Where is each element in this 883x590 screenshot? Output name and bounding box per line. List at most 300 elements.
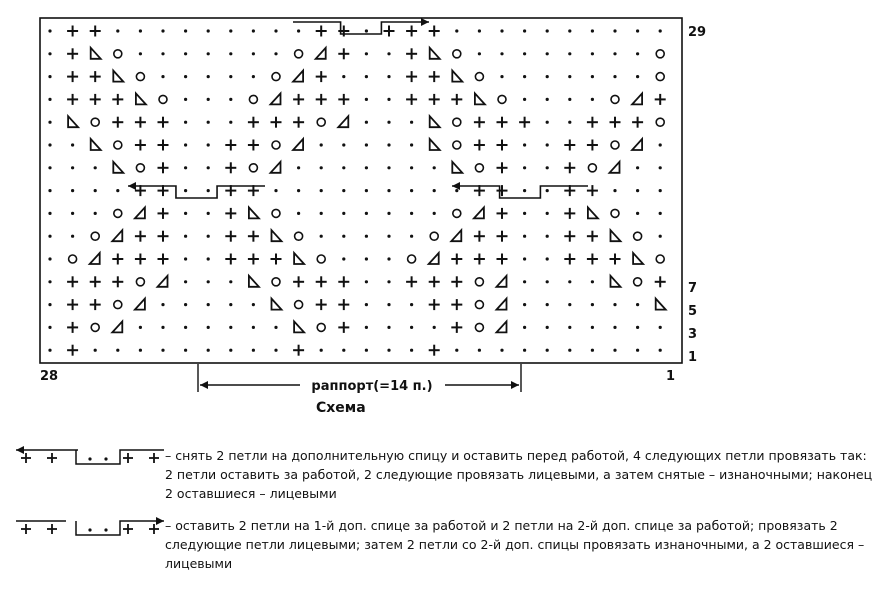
stitch-cell-purl-dot bbox=[207, 212, 210, 215]
stitch-cell-knit-plus bbox=[587, 117, 598, 128]
stitch-cell-purl-dot bbox=[410, 212, 413, 215]
stitch-cell-purl-dot bbox=[568, 52, 571, 55]
stitch-cell-yarn-over-circle bbox=[317, 118, 325, 126]
stitch-cell-purl-dot bbox=[320, 189, 323, 192]
stitch-cell-purl-dot bbox=[659, 189, 662, 192]
stitch-cell-yarn-over-circle bbox=[475, 278, 483, 286]
stitch-cell-purl-dot bbox=[659, 29, 662, 32]
stitch-cell-purl-dot bbox=[365, 235, 368, 238]
stitch-cell-purl-dot bbox=[365, 303, 368, 306]
stitch-cell-purl-dot bbox=[636, 189, 639, 192]
stitch-cell-purl-dot bbox=[48, 189, 51, 192]
stitch-cell-purl-dot bbox=[523, 189, 526, 192]
stitch-cell-yarn-over-circle bbox=[634, 232, 642, 240]
stitch-cell-knit-plus bbox=[497, 162, 508, 173]
stitch-cell-knit-plus bbox=[248, 231, 259, 242]
stitch-cell-purl-dot bbox=[207, 235, 210, 238]
stitch-cell-decrease-left-triangle bbox=[588, 207, 598, 218]
stitch-cell-purl-dot bbox=[568, 29, 571, 32]
stitch-cell-purl-dot bbox=[71, 166, 74, 169]
stitch-cell-purl-dot bbox=[523, 98, 526, 101]
stitch-cell-knit-plus bbox=[429, 276, 440, 287]
stitch-cell-yarn-over-circle bbox=[656, 50, 664, 58]
stitch-cell-knit-plus bbox=[474, 140, 485, 151]
stitch-cell-knit-plus bbox=[67, 276, 78, 287]
stitch-cell-purl-dot bbox=[613, 75, 616, 78]
stitch-cell-purl-dot bbox=[184, 235, 187, 238]
stitch-cell-yarn-over-circle bbox=[249, 164, 257, 172]
stitch-cell-decrease-left-triangle bbox=[136, 93, 146, 104]
stitch-cell-decrease-left-triangle bbox=[430, 48, 440, 59]
stitch-cell-purl-dot bbox=[500, 52, 503, 55]
stitch-cell-decrease-left-triangle bbox=[249, 207, 259, 218]
stitch-cell-purl-dot bbox=[48, 349, 51, 352]
stitch-cell-purl-dot bbox=[252, 303, 255, 306]
stitch-cell-purl-dot bbox=[207, 349, 210, 352]
stitch-cell-purl-dot bbox=[478, 29, 481, 32]
stitch-cell-knit-plus bbox=[225, 140, 236, 151]
stitch-cell-purl-dot bbox=[342, 189, 345, 192]
stitch-cell-purl-dot bbox=[387, 326, 390, 329]
stitch-cell-purl-dot bbox=[523, 280, 526, 283]
stitch-cell-decrease-left-triangle bbox=[430, 116, 440, 127]
stitch-cell-decrease-right-triangle bbox=[271, 162, 281, 173]
stitch-cell-yarn-over-circle bbox=[249, 95, 257, 103]
stitch-cell-yarn-over-circle bbox=[475, 301, 483, 309]
stitch-cell-knit-plus bbox=[451, 276, 462, 287]
stitch-cell-knit-plus bbox=[316, 94, 327, 105]
stitch-cell-knit-plus bbox=[67, 299, 78, 310]
stitch-cell-purl-dot bbox=[410, 235, 413, 238]
stitch-cell-purl-dot bbox=[523, 166, 526, 169]
stitch-cell-knit-plus bbox=[112, 276, 123, 287]
stitch-cell-yarn-over-circle bbox=[317, 323, 325, 331]
stitch-cell-purl-dot bbox=[636, 166, 639, 169]
stitch-cell-decrease-right-triangle bbox=[474, 207, 484, 218]
stitch-cell-purl-dot bbox=[161, 75, 164, 78]
legend-dot bbox=[88, 528, 91, 531]
stitch-cell-purl-dot bbox=[433, 189, 436, 192]
stitch-cell-purl-dot bbox=[410, 121, 413, 124]
stitch-cell-purl-dot bbox=[387, 52, 390, 55]
stitch-cell-purl-dot bbox=[591, 98, 594, 101]
stitch-cell-yarn-over-circle bbox=[453, 209, 461, 217]
stitch-cell-purl-dot bbox=[342, 257, 345, 260]
stitch-cell-purl-dot bbox=[546, 303, 549, 306]
stitch-cell-purl-dot bbox=[568, 303, 571, 306]
stitch-cell-knit-plus bbox=[338, 322, 349, 333]
stitch-cell-yarn-over-circle bbox=[475, 323, 483, 331]
stitch-cell-purl-dot bbox=[568, 98, 571, 101]
stitch-cell-purl-dot bbox=[184, 280, 187, 283]
stitch-cell-purl-dot bbox=[48, 280, 51, 283]
stitch-cell-purl-dot bbox=[161, 326, 164, 329]
stitch-cell-purl-dot bbox=[546, 29, 549, 32]
stitch-cell-purl-dot bbox=[365, 212, 368, 215]
stitch-cell-purl-dot bbox=[568, 326, 571, 329]
stitch-cell-purl-dot bbox=[546, 98, 549, 101]
stitch-cell-purl-dot bbox=[523, 349, 526, 352]
stitch-cell-purl-dot bbox=[229, 303, 232, 306]
stitch-cell-purl-dot bbox=[546, 75, 549, 78]
stitch-cell-knit-plus bbox=[406, 94, 417, 105]
stitch-cell-purl-dot bbox=[591, 29, 594, 32]
stitch-cell-knit-plus bbox=[474, 254, 485, 265]
stitch-cell-purl-dot bbox=[365, 29, 368, 32]
stitch-cell-knit-plus bbox=[564, 140, 575, 151]
stitch-cell-purl-dot bbox=[297, 212, 300, 215]
stitch-cell-purl-dot bbox=[48, 98, 51, 101]
stitch-cell-yarn-over-circle bbox=[114, 141, 122, 149]
stitch-cell-yarn-over-circle bbox=[272, 141, 280, 149]
stitch-cell-purl-dot bbox=[274, 349, 277, 352]
stitch-cell-purl-dot bbox=[387, 189, 390, 192]
stitch-cell-purl-dot bbox=[207, 98, 210, 101]
stitch-cell-purl-dot bbox=[591, 280, 594, 283]
stitch-cell-yarn-over-circle bbox=[453, 141, 461, 149]
stitch-cell-purl-dot bbox=[274, 29, 277, 32]
stitch-cell-purl-dot bbox=[636, 303, 639, 306]
stitch-cell-yarn-over-circle bbox=[272, 278, 280, 286]
stitch-cell-purl-dot bbox=[48, 166, 51, 169]
stitch-cell-yarn-over-circle bbox=[656, 73, 664, 81]
stitch-cell-knit-plus bbox=[497, 140, 508, 151]
stitch-cell-knit-plus bbox=[587, 231, 598, 242]
stitch-cell-knit-plus bbox=[293, 94, 304, 105]
stitch-cell-decrease-right-triangle bbox=[316, 48, 326, 59]
stitch-cell-purl-dot bbox=[207, 280, 210, 283]
stitch-cell-purl-dot bbox=[568, 349, 571, 352]
stitch-cell-knit-plus bbox=[338, 48, 349, 59]
stitch-cell-purl-dot bbox=[184, 29, 187, 32]
row-label: 3 bbox=[688, 327, 698, 342]
stitch-cell-purl-dot bbox=[613, 349, 616, 352]
stitch-cell-purl-dot bbox=[229, 98, 232, 101]
row-label: 29 bbox=[688, 25, 707, 40]
stitch-cell-purl-dot bbox=[184, 303, 187, 306]
stitch-cell-knit-plus bbox=[338, 276, 349, 287]
stitch-cell-purl-dot bbox=[455, 189, 458, 192]
stitch-cell-purl-dot bbox=[207, 257, 210, 260]
stitch-cell-decrease-right-triangle bbox=[112, 230, 122, 241]
stitch-cell-decrease-left-triangle bbox=[430, 139, 440, 150]
stitch-cell-knit-plus bbox=[225, 162, 236, 173]
stitch-cell-purl-dot bbox=[500, 29, 503, 32]
stitch-cell-knit-plus bbox=[474, 117, 485, 128]
stitch-cell-purl-dot bbox=[636, 349, 639, 352]
legend-dot bbox=[104, 528, 107, 531]
repeat-label: раппорт(=14 п.) bbox=[311, 379, 433, 394]
stitch-cell-decrease-right-triangle bbox=[451, 230, 461, 241]
stitch-cell-decrease-left-triangle bbox=[113, 162, 123, 173]
stitch-cell-yarn-over-circle bbox=[69, 255, 77, 263]
stitch-cell-purl-dot bbox=[546, 52, 549, 55]
stitch-cell-knit-plus bbox=[293, 117, 304, 128]
stitch-cell-knit-plus bbox=[158, 208, 169, 219]
stitch-cell-yarn-over-circle bbox=[317, 255, 325, 263]
stitch-cell-knit-plus bbox=[587, 185, 598, 196]
stitch-cell-purl-dot bbox=[252, 75, 255, 78]
stitch-cell-knit-plus bbox=[158, 254, 169, 265]
stitch-cell-purl-dot bbox=[320, 235, 323, 238]
stitch-cell-purl-dot bbox=[229, 52, 232, 55]
stitch-cell-knit-plus bbox=[564, 254, 575, 265]
stitch-cell-purl-dot bbox=[523, 257, 526, 260]
stitch-cell-purl-dot bbox=[184, 143, 187, 146]
stitch-cell-knit-plus bbox=[112, 254, 123, 265]
stitch-cell-yarn-over-circle bbox=[656, 118, 664, 126]
stitch-cell-decrease-right-triangle bbox=[497, 299, 507, 310]
stitch-cell-decrease-right-triangle bbox=[293, 71, 303, 82]
stitch-cell-purl-dot bbox=[365, 349, 368, 352]
row-label: 1 bbox=[688, 350, 698, 365]
stitch-cell-decrease-right-triangle bbox=[429, 253, 439, 264]
stitch-cell-knit-plus bbox=[497, 208, 508, 219]
stitch-cell-purl-dot bbox=[387, 303, 390, 306]
stitch-cell-purl-dot bbox=[387, 166, 390, 169]
stitch-cell-purl-dot bbox=[387, 280, 390, 283]
stitch-cell-knit-plus bbox=[248, 117, 259, 128]
stitch-cell-purl-dot bbox=[546, 212, 549, 215]
stitch-cell-decrease-right-triangle bbox=[338, 116, 348, 127]
stitch-cell-decrease-left-triangle bbox=[91, 48, 101, 59]
arrow-left-icon bbox=[452, 182, 460, 190]
stitch-cell-knit-plus bbox=[497, 254, 508, 265]
stitch-cell-purl-dot bbox=[342, 75, 345, 78]
stitch-cell-yarn-over-circle bbox=[295, 50, 303, 58]
stitch-cell-purl-dot bbox=[613, 29, 616, 32]
stitch-cell-purl-dot bbox=[365, 143, 368, 146]
stitch-cell-knit-plus bbox=[225, 208, 236, 219]
stitch-cell-decrease-left-triangle bbox=[452, 162, 462, 173]
stitch-cell-purl-dot bbox=[365, 257, 368, 260]
stitch-cell-knit-plus bbox=[338, 299, 349, 310]
stitch-cell-purl-dot bbox=[546, 349, 549, 352]
stitch-cell-knit-plus bbox=[564, 231, 575, 242]
stitch-cell-purl-dot bbox=[546, 189, 549, 192]
stitch-cell-purl-dot bbox=[184, 349, 187, 352]
stitch-cell-decrease-left-triangle bbox=[294, 321, 304, 332]
stitch-cell-knit-plus bbox=[293, 276, 304, 287]
stitch-cell-decrease-right-triangle bbox=[158, 276, 168, 287]
stitch-cell-purl-dot bbox=[523, 143, 526, 146]
stitch-cell-purl-dot bbox=[48, 121, 51, 124]
stitch-cell-purl-dot bbox=[139, 52, 142, 55]
stitch-cell-purl-dot bbox=[659, 235, 662, 238]
stitch-cell-purl-dot bbox=[546, 166, 549, 169]
stitch-cell-purl-dot bbox=[659, 326, 662, 329]
stitch-cell-purl-dot bbox=[48, 326, 51, 329]
col-label-left: 28 bbox=[40, 369, 59, 384]
stitch-cell-purl-dot bbox=[71, 189, 74, 192]
stitch-cell-purl-dot bbox=[478, 52, 481, 55]
stitch-cell-decrease-left-triangle bbox=[91, 139, 101, 150]
stitch-cell-purl-dot bbox=[207, 303, 210, 306]
stitch-cell-yarn-over-circle bbox=[91, 232, 99, 240]
stitch-cell-purl-dot bbox=[184, 98, 187, 101]
stitch-cell-knit-plus bbox=[497, 231, 508, 242]
stitch-cell-decrease-left-triangle bbox=[611, 276, 621, 287]
stitch-cell-knit-plus bbox=[429, 26, 440, 37]
stitch-cell-knit-plus bbox=[158, 117, 169, 128]
col-label-right: 1 bbox=[666, 369, 676, 384]
stitch-cell-purl-dot bbox=[297, 166, 300, 169]
stitch-cell-purl-dot bbox=[252, 349, 255, 352]
stitch-cell-purl-dot bbox=[365, 166, 368, 169]
legend-text-1: – снять 2 петли на дополнительную спицу и оставить перед работой, 4 следующих петли провязать так: 2 петли оставить за работой, 2 следующие провязать лицевыми, а затем снятые – изнаночными; наконец 2 оставшиеся – лицевыми bbox=[165, 448, 873, 501]
stitch-cell-purl-dot bbox=[365, 121, 368, 124]
stitch-cell-purl-dot bbox=[410, 326, 413, 329]
stitch-cell-knit-plus bbox=[67, 26, 78, 37]
stitch-cell-purl-dot bbox=[320, 349, 323, 352]
stitch-cell-purl-dot bbox=[613, 52, 616, 55]
stitch-cell-purl-dot bbox=[365, 52, 368, 55]
stitch-cell-purl-dot bbox=[546, 326, 549, 329]
stitch-cell-yarn-over-circle bbox=[136, 73, 144, 81]
stitch-cell-knit-plus bbox=[225, 231, 236, 242]
stitch-cell-purl-dot bbox=[410, 143, 413, 146]
stitch-cell-knit-plus bbox=[67, 94, 78, 105]
stitch-cell-yarn-over-circle bbox=[634, 278, 642, 286]
stitch-cell-decrease-left-triangle bbox=[475, 93, 485, 104]
stitch-cell-purl-dot bbox=[184, 212, 187, 215]
stitch-cell-purl-dot bbox=[229, 29, 232, 32]
stitch-cell-knit-plus bbox=[67, 48, 78, 59]
stitch-cell-purl-dot bbox=[252, 29, 255, 32]
stitch-cell-decrease-right-triangle bbox=[271, 93, 281, 104]
stitch-cell-knit-plus bbox=[135, 117, 146, 128]
stitch-cell-knit-plus bbox=[225, 254, 236, 265]
stitch-cell-purl-dot bbox=[320, 143, 323, 146]
stitch-cell-knit-plus bbox=[451, 254, 462, 265]
stitch-cell-purl-dot bbox=[229, 349, 232, 352]
stitch-cell-purl-dot bbox=[207, 121, 210, 124]
stitch-cell-decrease-left-triangle bbox=[452, 71, 462, 82]
stitch-cell-purl-dot bbox=[161, 349, 164, 352]
stitch-cell-knit-plus bbox=[406, 48, 417, 59]
stitch-cell-purl-dot bbox=[546, 280, 549, 283]
row-label: 5 bbox=[688, 304, 698, 319]
stitch-cell-knit-plus bbox=[90, 94, 101, 105]
chart-cells bbox=[48, 18, 665, 356]
stitch-cell-purl-dot bbox=[320, 166, 323, 169]
stitch-cell-yarn-over-circle bbox=[114, 301, 122, 309]
stitch-cell-purl-dot bbox=[546, 143, 549, 146]
stitch-cell-knit-plus bbox=[519, 117, 530, 128]
stitch-cell-purl-dot bbox=[636, 326, 639, 329]
stitch-cell-yarn-over-circle bbox=[611, 209, 619, 217]
stitch-cell-knit-plus bbox=[384, 26, 395, 37]
stitch-cell-purl-dot bbox=[613, 326, 616, 329]
stitch-cell-purl-dot bbox=[591, 303, 594, 306]
stitch-cell-decrease-left-triangle bbox=[611, 230, 621, 241]
stitch-cell-purl-dot bbox=[184, 326, 187, 329]
stitch-cell-purl-dot bbox=[252, 52, 255, 55]
stitch-cell-knit-plus bbox=[451, 322, 462, 333]
stitch-cell-purl-dot bbox=[455, 349, 458, 352]
stitch-cell-yarn-over-circle bbox=[408, 255, 416, 263]
stitch-cell-purl-dot bbox=[546, 121, 549, 124]
stitch-cell-purl-dot bbox=[659, 212, 662, 215]
stitch-cell-decrease-left-triangle bbox=[294, 253, 304, 264]
stitch-cell-purl-dot bbox=[433, 166, 436, 169]
stitch-cell-decrease-left-triangle bbox=[633, 253, 643, 264]
stitch-cell-decrease-right-triangle bbox=[497, 321, 507, 332]
stitch-cell-purl-dot bbox=[387, 75, 390, 78]
stitch-cell-purl-dot bbox=[387, 121, 390, 124]
stitch-cell-purl-dot bbox=[523, 75, 526, 78]
stitch-cell-purl-dot bbox=[320, 212, 323, 215]
stitch-cell-knit-plus bbox=[587, 140, 598, 151]
stitch-cell-purl-dot bbox=[523, 29, 526, 32]
stitch-cell-knit-plus bbox=[564, 162, 575, 173]
stitch-cell-purl-dot bbox=[184, 75, 187, 78]
stitch-cell-purl-dot bbox=[591, 349, 594, 352]
stitch-cell-purl-dot bbox=[207, 75, 210, 78]
stitch-cell-purl-dot bbox=[500, 349, 503, 352]
stitch-cell-decrease-right-triangle bbox=[632, 139, 642, 150]
stitch-cell-purl-dot bbox=[365, 280, 368, 283]
stitch-cell-purl-dot bbox=[274, 326, 277, 329]
stitch-cell-purl-dot bbox=[387, 98, 390, 101]
stitch-cell-purl-dot bbox=[591, 52, 594, 55]
stitch-cell-yarn-over-circle bbox=[295, 301, 303, 309]
stitch-cell-purl-dot bbox=[568, 280, 571, 283]
stitch-cell-purl-dot bbox=[71, 212, 74, 215]
stitch-cell-purl-dot bbox=[207, 52, 210, 55]
stitch-cell-purl-dot bbox=[297, 29, 300, 32]
stitch-cell-yarn-over-circle bbox=[136, 278, 144, 286]
stitch-cell-purl-dot bbox=[613, 303, 616, 306]
stitch-cell-purl-dot bbox=[184, 189, 187, 192]
stitch-cell-purl-dot bbox=[184, 257, 187, 260]
stitch-cell-knit-plus bbox=[112, 117, 123, 128]
stitch-cell-purl-dot bbox=[94, 349, 97, 352]
stitch-cell-purl-dot bbox=[523, 326, 526, 329]
stitch-cell-purl-dot bbox=[342, 235, 345, 238]
stitch-cell-knit-plus bbox=[248, 254, 259, 265]
stitch-cell-purl-dot bbox=[523, 303, 526, 306]
stitch-cell-yarn-over-circle bbox=[295, 232, 303, 240]
stitch-cell-purl-dot bbox=[48, 52, 51, 55]
stitch-cell-decrease-left-triangle bbox=[656, 299, 666, 310]
stitch-cell-knit-plus bbox=[429, 71, 440, 82]
stitch-cell-purl-dot bbox=[591, 326, 594, 329]
stitch-cell-yarn-over-circle bbox=[91, 323, 99, 331]
stitch-cell-decrease-left-triangle bbox=[272, 299, 282, 310]
stitch-cell-knit-plus bbox=[293, 345, 304, 356]
stitch-cell-purl-dot bbox=[387, 235, 390, 238]
stitch-cell-purl-dot bbox=[433, 212, 436, 215]
stitch-cell-purl-dot bbox=[116, 29, 119, 32]
stitch-cell-purl-dot bbox=[207, 326, 210, 329]
stitch-cell-knit-plus bbox=[90, 276, 101, 287]
stitch-cell-knit-plus bbox=[316, 299, 327, 310]
stitch-cell-knit-plus bbox=[158, 140, 169, 151]
stitch-cell-decrease-right-triangle bbox=[610, 162, 620, 173]
stitch-cell-decrease-right-triangle bbox=[112, 321, 122, 332]
stitch-cell-purl-dot bbox=[568, 75, 571, 78]
stitch-cell-yarn-over-circle bbox=[114, 50, 122, 58]
stitch-cell-purl-dot bbox=[229, 75, 232, 78]
stitch-cell-purl-dot bbox=[116, 189, 119, 192]
stitch-cell-purl-dot bbox=[184, 121, 187, 124]
stitch-cell-knit-plus bbox=[587, 254, 598, 265]
stitch-cell-knit-plus bbox=[429, 345, 440, 356]
stitch-cell-knit-plus bbox=[248, 140, 259, 151]
stitch-cell-purl-dot bbox=[229, 121, 232, 124]
arrow-left-icon bbox=[200, 381, 208, 389]
